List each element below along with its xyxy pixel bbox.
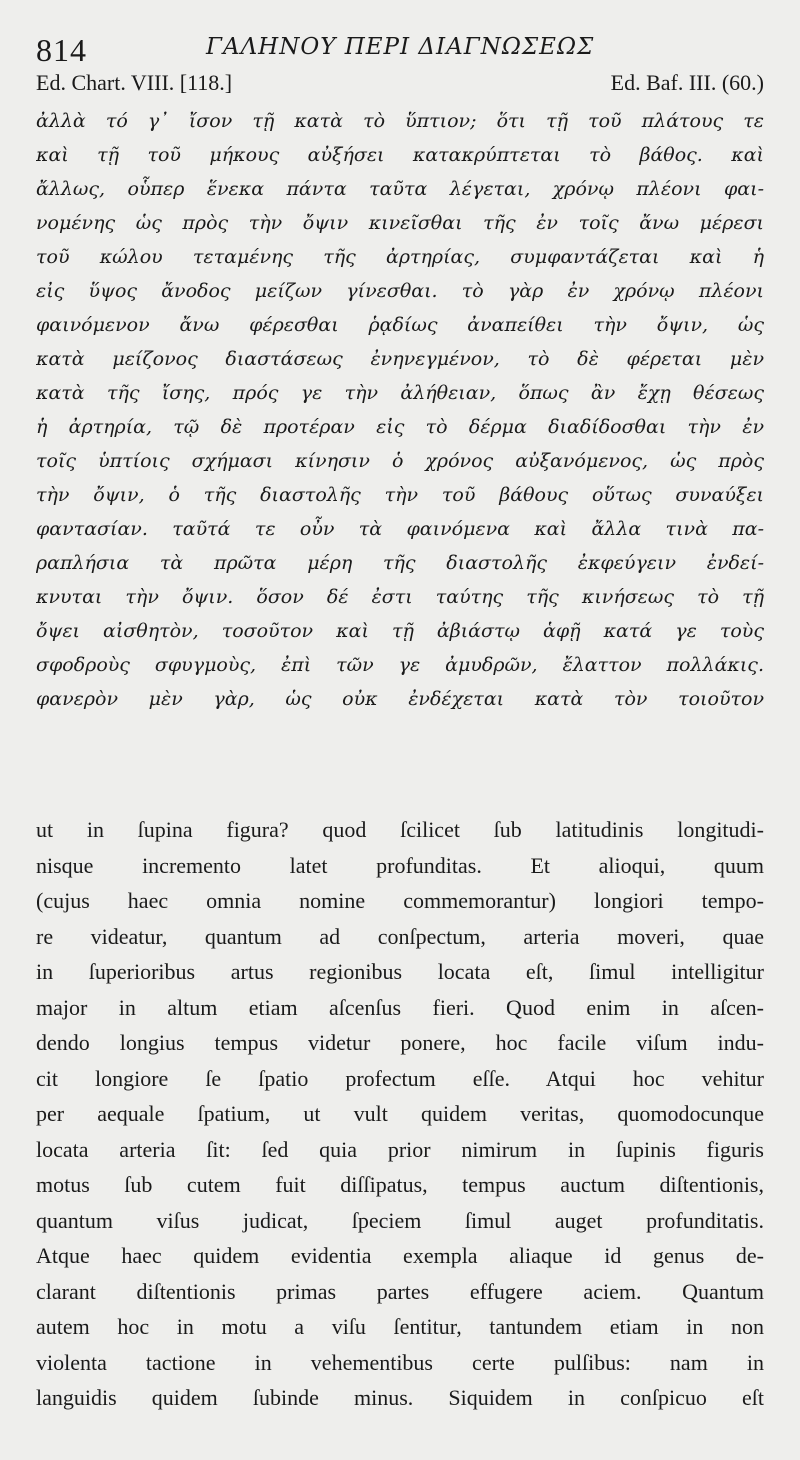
latin-text-line: per aequale ſpatium, ut vult quidem veritas, quomodocunque (36, 1101, 764, 1126)
greek-text-line: κατὰ μείζονος διαστάσεως ἐνηνεγμένον, τὸ δὲ φέρεται μὲν (36, 348, 764, 370)
greek-text-line: σφοδροὺς σφυγμοὺς, ἐπὶ τῶν γε ἀμυδρῶν, ἔλαττον πολλάκις. (36, 654, 764, 676)
greek-text-line: κνυται τὴν ὄψιν. ὅσον δέ ἐστι ταύτης τῆς κινήσεως τὸ τῇ (36, 586, 764, 608)
greek-text-line: τὴν ὄψιν, ὁ τῆς διαστολῆς τὴν τοῦ βάθους οὕτως συναύξει (36, 484, 764, 506)
latin-text-line: ut in ſupina figura? quod ſcilicet ſub latitudinis longitudi- (36, 817, 764, 842)
latin-text-line: cit longiore ſe ſpatio profectum eſſe. Atqui hoc vehitur (36, 1065, 764, 1091)
latin-text-line: in ſuperioribus artus regionibus locata eſt, ſimul intelligitur (36, 959, 764, 984)
latin-text-line: motus ſub cutem fuit diſſipatus, tempus auctum diſtentionis, (36, 1172, 764, 1197)
latin-text-line: locata arteria ſit: ſed quia prior nimirum in ſupinis figuris (36, 1136, 764, 1162)
latin-text-line: nisque incremento latet profunditas. Et alioqui, quum (36, 852, 764, 878)
latin-text-line: violenta tactione in vehementibus certe pulſibus: nam in (36, 1349, 764, 1375)
edition-reference-line (36, 68, 764, 100)
greek-text-line: καὶ τῇ τοῦ μήκους αὐξήσει κατακρύπτεται τὸ βάθος. καὶ (36, 144, 764, 166)
greek-text-line: κατὰ τῆς ἴσης, πρός γε τὴν ἀλήθειαν, ὅπως ἂν ἔχῃ θέσεως (36, 382, 764, 404)
latin-text-line: dendo longius tempus videtur ponere, hoc facile viſum indu- (36, 1030, 764, 1055)
greek-text-line: ραπλήσια τὰ πρῶτα μέρη τῆς διαστολῆς ἐκφεύγειν ἐνδεί- (36, 552, 764, 574)
running-head (36, 28, 764, 68)
column-separator-space (36, 716, 764, 812)
greek-text-block (36, 104, 764, 716)
latin-text-line: major in altum etiam aſcenſus fieri. Quod enim in aſcen- (36, 994, 764, 1020)
edition-chartier-reference: Ed. Chart. VIII. [118.] (36, 70, 233, 95)
greek-text-line: τοῖς ὑπτίοις σχήμασι κίνησιν ὁ χρόνος αὐξανόμενος, ὡς πρὸς (36, 450, 764, 472)
latin-text-line: (cujus haec omnia nomine commemorantur) longiori tempo- (36, 888, 764, 913)
greek-text-line: φαινόμενον ἄνω φέρεσθαι ῥᾳδίως ἀναπείθει τὴν ὄψιν, ὡς (36, 314, 764, 336)
page-title: ΓΑΛΗΝΟΥ ΠΕΡΙ ΔΙΑΓΝΩΣΕΩΣ (206, 34, 595, 60)
greek-text-line: ὄψει αἰσθητὸν, τοσοῦτον καὶ τῇ ἀβιάστῳ ἁφῇ κατά γε τοὺς (36, 620, 764, 642)
greek-text-line: εἰς ὕψος ἄνοδος μείζων γίνεσθαι. τὸ γὰρ ἐν χρόνῳ πλέονι (36, 280, 764, 302)
latin-text-line: re videatur, quantum ad conſpectum, arteria moveri, quae (36, 923, 764, 949)
page-number: 814 (36, 32, 87, 68)
greek-text-line: ἄλλως, οὗπερ ἕνεκα πάντα ταῦτα λέγεται, χρόνῳ πλέονι φαι- (36, 178, 764, 200)
latin-text-line: clarant diſtentionis primas partes effugere aciem. Quantum (36, 1278, 764, 1304)
greek-text-line: φανερὸν μὲν γὰρ, ὡς οὐκ ἐνδέχεται κατὰ τὸν τοιοῦτον (36, 688, 764, 710)
latin-text-line: languidis quidem ſubinde minus. Siquidem in conſpicuo eſt (36, 1385, 764, 1410)
latin-text-block (36, 812, 764, 1416)
latin-text-line: quantum viſus judicat, ſpeciem ſimul auget profunditatis. (36, 1207, 764, 1233)
book-page (36, 28, 764, 1438)
greek-text-line: φαντασίαν. ταῦτά τε οὖν τὰ φαινόμενα καὶ ἄλλα τινὰ πα- (36, 518, 764, 540)
latin-text-line: autem hoc in motu a viſu ſentitur, tantundem etiam in non (36, 1314, 764, 1339)
edition-basel-reference: Ed. Baf. III. (60.) (610, 70, 764, 95)
greek-text-line: τοῦ κώλου τεταμένης τῆς ἀρτηρίας, συμφαντάζεται καὶ ἡ (36, 246, 764, 268)
greek-text-line: ἡ ἀρτηρία, τῷ δὲ προτέραν εἰς τὸ δέρμα διαδίδοσθαι τὴν ἐν (36, 416, 764, 438)
greek-text-line: ἀλλὰ τό γ᾽ ἴσον τῇ κατὰ τὸ ὕπτιον; ὅτι τῇ τοῦ πλάτους τε (36, 110, 764, 132)
latin-text-line: Atque haec quidem evidentia exempla aliaque id genus de- (36, 1243, 764, 1268)
greek-text-line: νομένης ὡς πρὸς τὴν ὄψιν κινεῖσθαι τῆς ἐν τοῖς ἄνω μέρεσι (36, 212, 764, 234)
